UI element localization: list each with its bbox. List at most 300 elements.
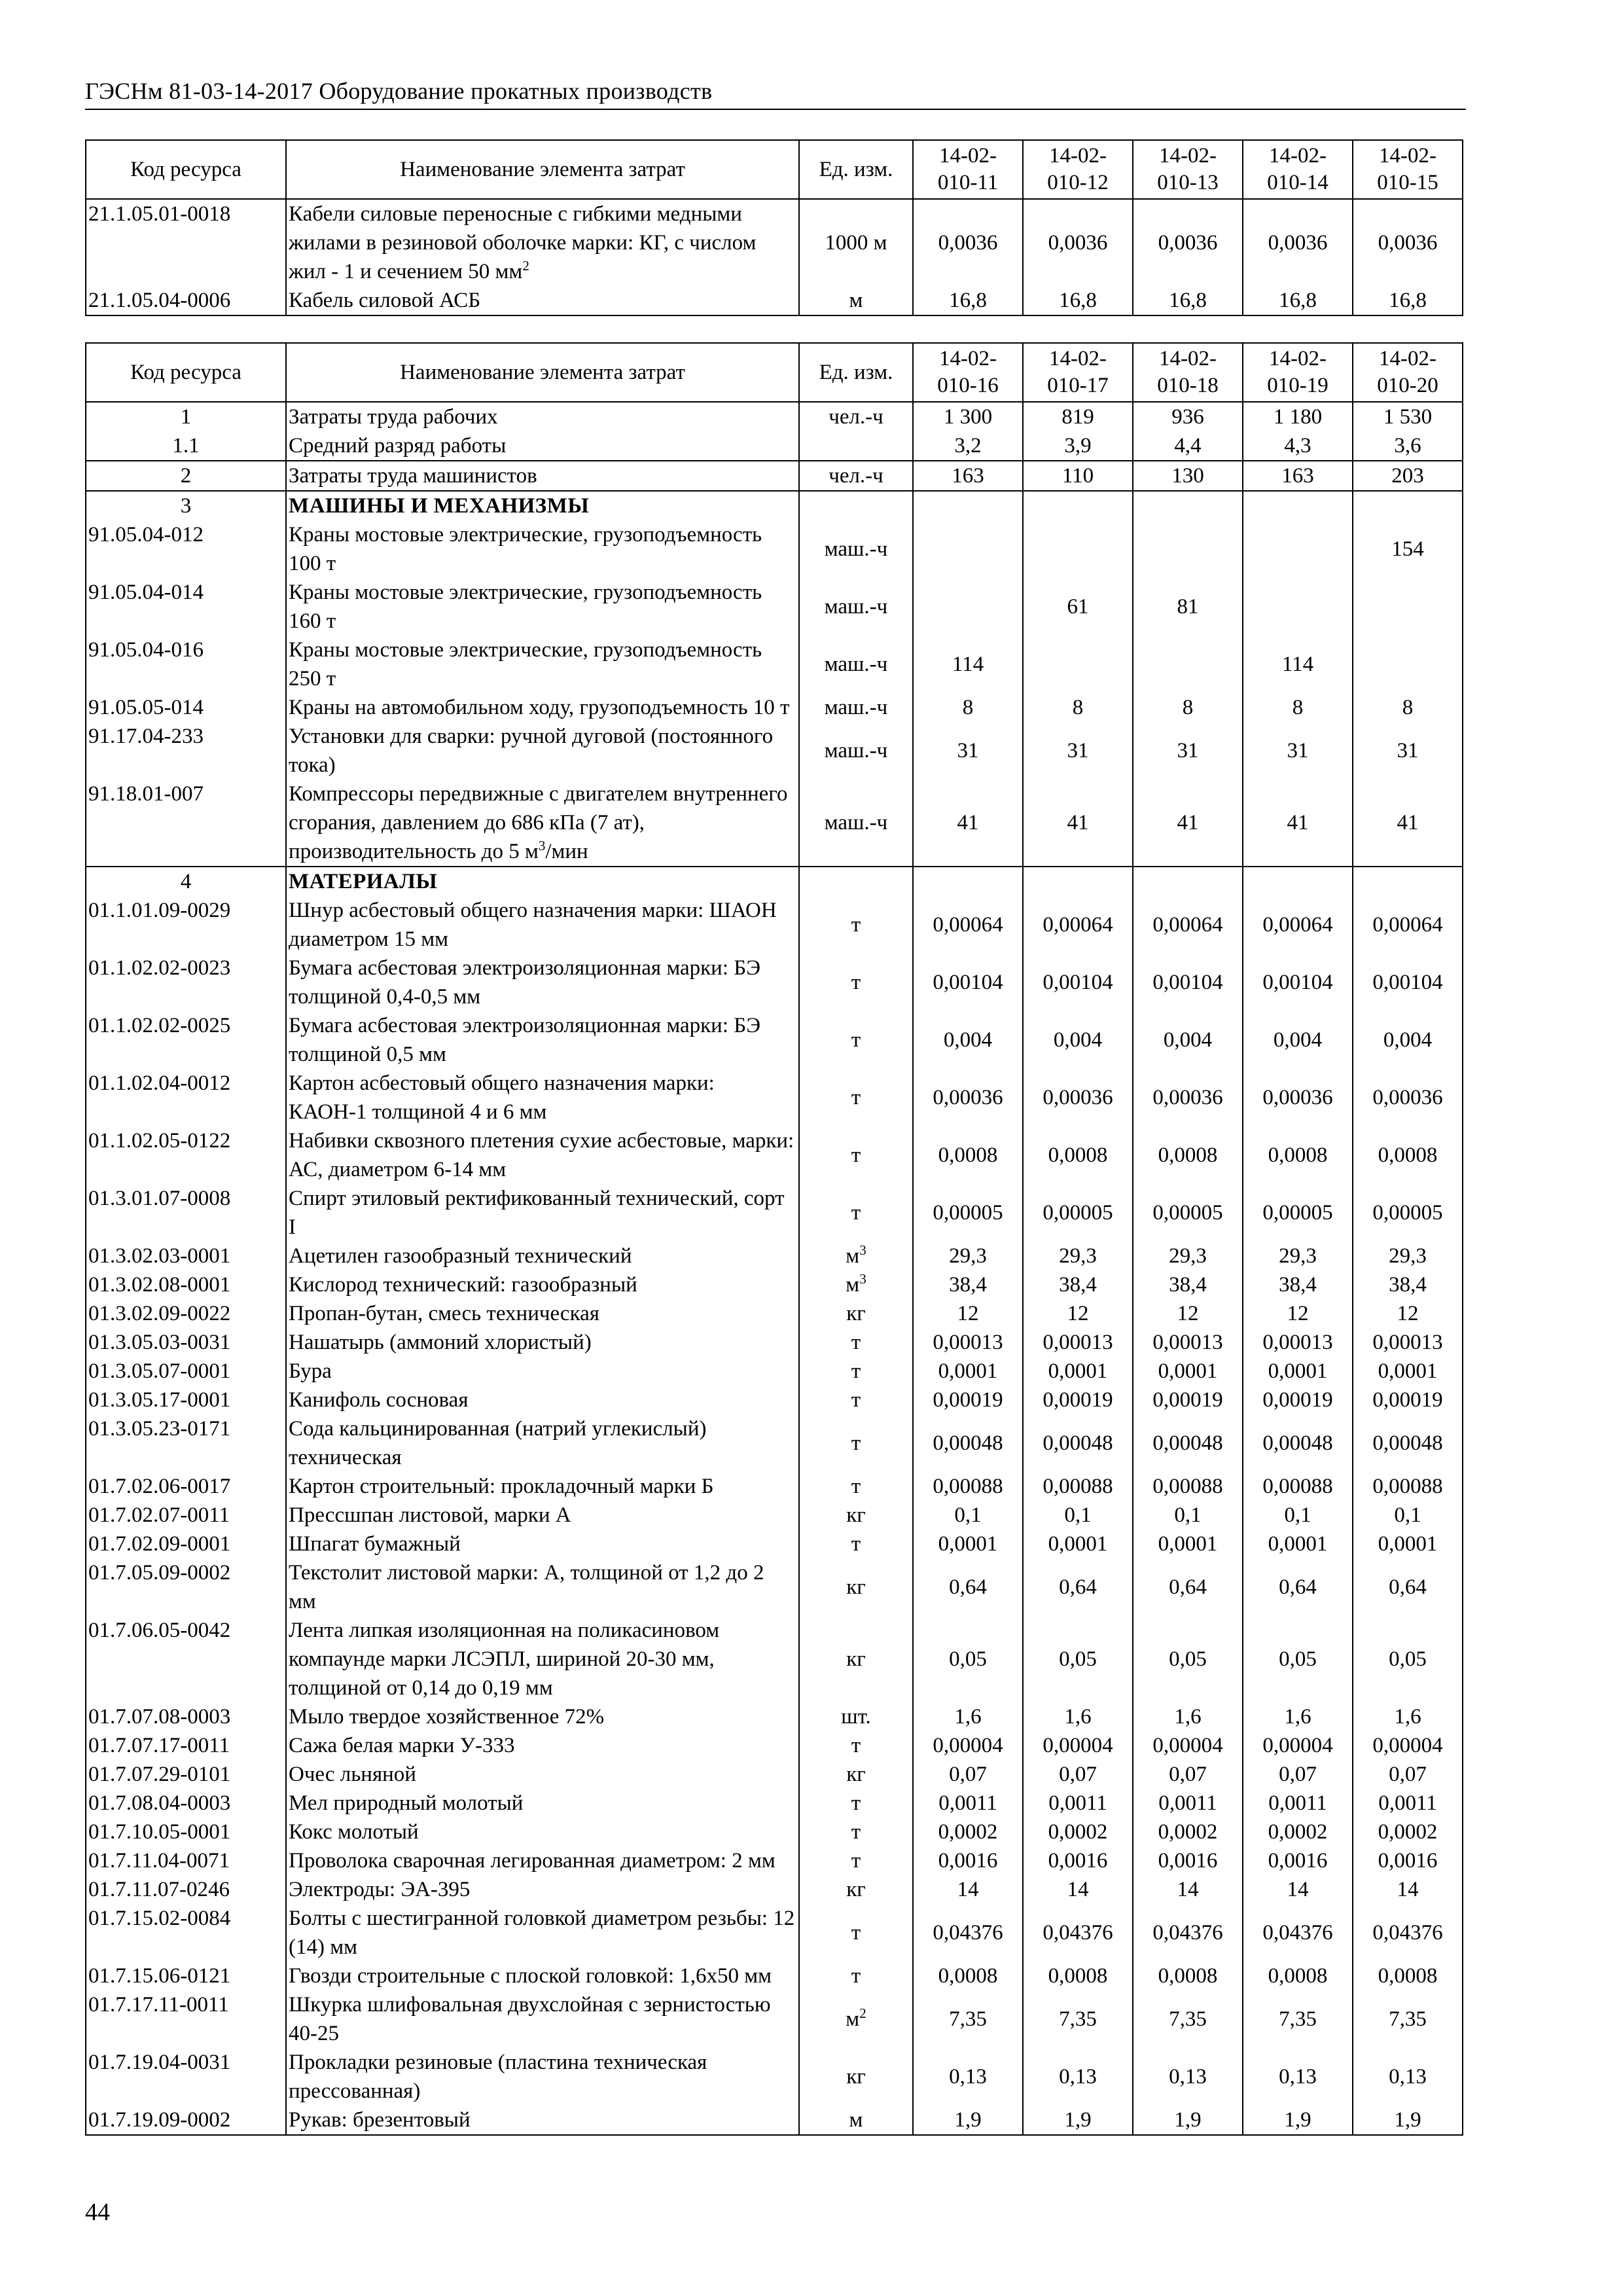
resource-name: Прокладки резиновые (пластина техническая прессованная) [286,2048,799,2106]
norm-value: 0,07 [913,1760,1023,1789]
resource-name: Гвозди строительные с плоской головкой: 1,6х50 мм [286,1962,799,1990]
norm-value: 0,00036 [913,1069,1023,1126]
superscript: 2 [522,258,529,274]
resource-name: Канифоль сосновая [286,1386,799,1414]
resource-code: 1.1 [86,431,286,461]
table-row [86,1530,1463,1558]
norm-value: 0,07 [1243,1760,1353,1789]
resource-name: МАТЕРИАЛЫ [286,867,799,896]
unit: маш.-ч [799,578,913,636]
norm-value: 1 530 [1353,402,1463,431]
norm-value: 0,1 [1243,1501,1353,1530]
resource-code: 01.7.02.07-0011 [86,1501,286,1530]
norm-value: 1,6 [1023,1702,1133,1731]
table-row [86,578,1463,636]
resource-code: 01.7.07.29-0101 [86,1760,286,1789]
resource-code: 01.7.11.04-0071 [86,1846,286,1875]
norm-value: 8 [1243,693,1353,722]
norm-value: 0,64 [1133,1558,1243,1616]
resource-name: Установки для сварки: ручной дуговой (постоянного тока) [286,722,799,780]
norm-value: 0,1 [913,1501,1023,1530]
table-row [86,1558,1463,1616]
norm-value [1243,867,1353,896]
unit: маш.-ч [799,693,913,722]
norm-value: 0,00104 [1133,954,1243,1011]
norm-value: 29,3 [913,1242,1023,1270]
norm-value [1023,636,1133,693]
norm-value: 0,00088 [913,1472,1023,1501]
norm-value: 0,00048 [1353,1414,1463,1472]
norm-value: 0,0001 [1133,1530,1243,1558]
column-header: 14-02- 010-14 [1243,140,1353,199]
resource-code: 91.05.04-016 [86,636,286,693]
norm-value: 0,004 [1023,1011,1133,1069]
unit: т [799,1328,913,1357]
unit: маш.-ч [799,780,913,867]
unit: т [799,1904,913,1962]
norm-value: 0,04376 [1243,1904,1353,1962]
norm-value: 0,13 [1353,2048,1463,2106]
unit: т [799,1386,913,1414]
resource-code: 01.7.19.04-0031 [86,2048,286,2106]
resource-code: 91.18.01-007 [86,780,286,867]
section-row [86,867,1463,896]
resource-code: 91.17.04-233 [86,722,286,780]
unit: т [799,1731,913,1760]
resource-name: Прессшпан листовой, марки А [286,1501,799,1530]
unit: $м^2$ [799,1990,913,2048]
unit: маш.-ч [799,520,913,578]
norm-value: 0,0036 [1023,199,1133,286]
unit: т [799,1818,913,1846]
norm-value: 0,0008 [1353,1962,1463,1990]
norm-value: 0,0001 [1243,1530,1353,1558]
table-row [86,1702,1463,1731]
norm-value: 0,00004 [913,1731,1023,1760]
norm-value: 0,0008 [1133,1962,1243,1990]
column-header: Код ресурса [86,343,286,402]
resource-code: 21.1.05.04-0006 [86,286,286,315]
unit: т [799,1530,913,1558]
unit: $м^3$ [799,1242,913,1270]
unit: кг [799,1501,913,1530]
table-row [86,2048,1463,2106]
norm-value: 0,0008 [1353,1126,1463,1184]
resource-code: 1 [86,402,286,431]
norm-value: 0,13 [1133,2048,1243,2106]
resource-name: Проволока сварочная легированная диаметром: 2 мм [286,1846,799,1875]
resource-code: 01.7.02.09-0001 [86,1530,286,1558]
norm-value [1243,520,1353,578]
resource-code: 91.05.05-014 [86,693,286,722]
unit: м [799,286,913,315]
norm-value [913,867,1023,896]
resource-code: 21.1.05.01-0018 [86,199,286,286]
norm-value: 8 [1023,693,1133,722]
norm-value: 0,0001 [913,1357,1023,1386]
resource-name: Кислород технический: газообразный [286,1270,799,1299]
norm-value: 12 [1353,1299,1463,1328]
table-row [86,1875,1463,1904]
norm-value: 16,8 [1023,286,1133,315]
unit: кг [799,1875,913,1904]
norm-value: 0,0011 [1353,1789,1463,1818]
resource-name: Шпагат бумажный [286,1530,799,1558]
norm-value: 0,0002 [1243,1818,1353,1846]
unit [799,867,913,896]
norm-value: 41 [1023,780,1133,867]
norm-value [1133,867,1243,896]
norm-value: 0,0036 [913,199,1023,286]
norm-value: 0,05 [1133,1616,1243,1702]
norm-value: 0,00005 [1353,1184,1463,1242]
table-row [86,431,1463,461]
norm-value: 0,07 [1023,1760,1133,1789]
norm-value: 41 [913,780,1023,867]
norm-value: 0,13 [1023,2048,1133,2106]
norm-value: 12 [1133,1299,1243,1328]
resource-name: Мыло твердое хозяйственное 72% [286,1702,799,1731]
norm-value: 0,00036 [1353,1069,1463,1126]
norm-value: 0,0036 [1133,199,1243,286]
unit: т [799,954,913,1011]
resource-name: Краны мостовые электрические, грузоподъемность 250 т [286,636,799,693]
norm-value [913,578,1023,636]
resource-name: Кабель силовой АСБ [286,286,799,315]
resource-name: Сода кальцинированная (натрий углекислый) техническая [286,1414,799,1472]
norm-value: 0,0001 [1353,1357,1463,1386]
resource-code: 01.7.07.17-0011 [86,1731,286,1760]
column-header: Наименование элемента затрат [286,343,799,402]
resource-code: 01.1.01.09-0029 [86,896,286,954]
table-row [86,1357,1463,1386]
norm-value: 14 [1243,1875,1353,1904]
table-row [86,1789,1463,1818]
column-header: 14-02- 010-15 [1353,140,1463,199]
resource-code: 01.3.05.17-0001 [86,1386,286,1414]
norm-value: 0,00005 [913,1184,1023,1242]
table-row [86,722,1463,780]
resource-name: Лента липкая изоляционная на поликасиновом компаунде марки ЛСЭПЛ, шириной 20-30 мм, толщиной от 0,14 до 0,19 мм [286,1616,799,1702]
norm-value: 0,00004 [1133,1731,1243,1760]
norm-value: 0,0002 [1133,1818,1243,1846]
resource-name: Рукав: брезентовый [286,2106,799,2135]
unit: кг [799,1760,913,1789]
norm-value: 1 180 [1243,402,1353,431]
unit: чел.-ч [799,461,913,491]
resource-code: 91.05.04-012 [86,520,286,578]
norm-value: 1,9 [913,2106,1023,2135]
norm-value: 0,04376 [1023,1904,1133,1962]
norm-value: 0,00064 [1353,896,1463,954]
resource-code: 01.3.01.07-0008 [86,1184,286,1242]
table-row [86,1184,1463,1242]
norm-value: 4,3 [1243,431,1353,461]
table-row [86,402,1463,431]
norm-value: 0,00013 [1353,1328,1463,1357]
column-header: Ед. изм. [799,343,913,402]
norm-value: 0,00005 [1133,1184,1243,1242]
norm-value: 0,0011 [1023,1789,1133,1818]
norm-value: 0,00019 [1353,1386,1463,1414]
norm-value: 3,6 [1353,431,1463,461]
norm-value: 0,64 [1023,1558,1133,1616]
resource-name: Кокс молотый [286,1818,799,1846]
unit: т [799,896,913,954]
norm-value: 0,0008 [1023,1962,1133,1990]
unit: т [799,1011,913,1069]
norm-value: 0,0016 [1243,1846,1353,1875]
table-row [86,286,1463,315]
norm-value: 0,04376 [1133,1904,1243,1962]
norm-value: 3,2 [913,431,1023,461]
norm-value: 0,00088 [1133,1472,1243,1501]
norm-value: 0,0002 [913,1818,1023,1846]
norm-value: 0,1 [1133,1501,1243,1530]
unit: маш.-ч [799,636,913,693]
resource-name: Затраты труда машинистов [286,461,799,491]
norm-value [1133,520,1243,578]
superscript: 3 [859,1242,866,1258]
norm-value: 0,00064 [913,896,1023,954]
norm-value: 1,6 [1243,1702,1353,1731]
norm-value: 936 [1133,402,1243,431]
table-row [86,1472,1463,1501]
table-row [86,896,1463,954]
norm-value [1023,520,1133,578]
norm-value: 0,00036 [1133,1069,1243,1126]
norm-value [1353,491,1463,520]
resource-code: 01.7.07.08-0003 [86,1702,286,1731]
norm-value: 38,4 [1133,1270,1243,1299]
norm-value: 38,4 [913,1270,1023,1299]
norm-value: 0,00005 [1023,1184,1133,1242]
norm-value: 0,0001 [1353,1530,1463,1558]
norm-value: 0,00013 [1243,1328,1353,1357]
norm-value: 0,0008 [1243,1962,1353,1990]
norm-value: 14 [1353,1875,1463,1904]
norm-value: 0,00036 [1023,1069,1133,1126]
norm-value: 29,3 [1133,1242,1243,1270]
resource-name: Электроды: ЭА-395 [286,1875,799,1904]
norm-value: 0,0008 [1133,1126,1243,1184]
norm-value: 0,0036 [1353,199,1463,286]
norm-value: 0,64 [1243,1558,1353,1616]
column-header: 14-02- 010-11 [913,140,1023,199]
table-row [86,1731,1463,1760]
norm-value: 0,0016 [913,1846,1023,1875]
resource-name: Компрессоры передвижные с двигателем внутреннего сгорания, давлением до 686 кПа (7 ат), производительность до 5 $м^3$/мин [286,780,799,867]
norm-value: 29,3 [1243,1242,1353,1270]
norm-value [1243,578,1353,636]
header-rule [85,109,1466,110]
norm-value: 1,9 [1243,2106,1353,2135]
norm-value: 0,64 [1353,1558,1463,1616]
resource-code: 01.7.19.09-0002 [86,2106,286,2135]
resource-code: 01.3.05.07-0001 [86,1357,286,1386]
unit [799,431,913,461]
norm-value: 0,004 [1133,1011,1243,1069]
norm-value: 0,07 [1133,1760,1243,1789]
norm-value: 14 [1023,1875,1133,1904]
table-row [86,954,1463,1011]
superscript: 2 [859,2005,866,2021]
norm-value: 1 300 [913,402,1023,431]
resource-code: 01.7.11.07-0246 [86,1875,286,1904]
norm-value: 0,00036 [1243,1069,1353,1126]
norm-value: 0,00005 [1243,1184,1353,1242]
table-row [86,1846,1463,1875]
norm-value: 0,07 [1353,1760,1463,1789]
table-row [86,1299,1463,1328]
norm-value: 0,0016 [1133,1846,1243,1875]
norm-value: 0,0036 [1243,199,1353,286]
norm-value: 0,00048 [1133,1414,1243,1472]
norm-value: 0,00048 [1023,1414,1133,1472]
unit: кг [799,1616,913,1702]
norm-value: 41 [1243,780,1353,867]
unit: т [799,1414,913,1472]
norm-value: 31 [1133,722,1243,780]
table-row [86,461,1463,491]
norm-value: 8 [913,693,1023,722]
norm-value: 0,00064 [1023,896,1133,954]
unit: кг [799,1299,913,1328]
resource-name: Шнур асбестовый общего назначения марки: ШАОН диаметром 15 мм [286,896,799,954]
resource-name: Бура [286,1357,799,1386]
norm-value: 0,0002 [1023,1818,1133,1846]
resource-name: Набивки сквозного плетения сухие асбестовые, марки: АС, диаметром 6-14 мм [286,1126,799,1184]
column-header: Код ресурса [86,140,286,199]
norm-value: 7,35 [1023,1990,1133,2048]
norm-value: 31 [1023,722,1133,780]
norm-value: 16,8 [1133,286,1243,315]
resource-name: Болты с шестигранной головкой диаметром резьбы: 12 (14) мм [286,1904,799,1962]
resource-code: 01.7.05.09-0002 [86,1558,286,1616]
norm-value: 0,00048 [1243,1414,1353,1472]
unit: маш.-ч [799,722,913,780]
norm-value: 7,35 [913,1990,1023,2048]
norm-value: 819 [1023,402,1133,431]
resource-name: Спирт этиловый ректификованный технический, сорт I [286,1184,799,1242]
unit [799,491,913,520]
norm-value: 0,0001 [1023,1357,1133,1386]
norm-value: 0,004 [913,1011,1023,1069]
column-header: Наименование элемента затрат [286,140,799,199]
resource-code: 01.7.15.06-0121 [86,1962,286,1990]
norm-value: 31 [1353,722,1463,780]
norm-value: 0,00019 [1243,1386,1353,1414]
norm-value: 1,6 [1353,1702,1463,1731]
resource-code: 01.7.17.11-0011 [86,1990,286,2048]
norm-value: 110 [1023,461,1133,491]
superscript: 3 [859,1271,866,1287]
norm-value: 0,0001 [913,1530,1023,1558]
norm-value: 0,0008 [1023,1126,1133,1184]
norm-value: 0,00064 [1133,896,1243,954]
resource-code: 01.1.02.02-0025 [86,1011,286,1069]
norm-value: 4,4 [1133,431,1243,461]
unit: 1000 м [799,199,913,286]
unit: кг [799,1558,913,1616]
resource-name: Краны мостовые электрические, грузоподъемность 160 т [286,578,799,636]
table-row [86,520,1463,578]
norm-value: 0,04376 [913,1904,1023,1962]
resource-name: Пропан-бутан, смесь техническая [286,1299,799,1328]
norm-value: 0,1 [1353,1501,1463,1530]
norm-value: 0,05 [913,1616,1023,1702]
superscript: 3 [538,838,546,853]
column-header: 14-02- 010-19 [1243,343,1353,402]
norm-value: 8 [1133,693,1243,722]
norm-value: 3,9 [1023,431,1133,461]
resource-name: Кабели силовые переносные с гибкими медными жилами в резиновой оболочке марки: КГ, с числом жил - 1 и сечением 50 $мм^2$ [286,199,799,286]
unit: т [799,1069,913,1126]
norm-value: 0,0011 [1243,1789,1353,1818]
norm-value: 0,00104 [1243,954,1353,1011]
resource-table-1 [85,139,1463,316]
resource-code: 01.1.02.04-0012 [86,1069,286,1126]
norm-value: 0,0016 [1353,1846,1463,1875]
table-row [86,2106,1463,2135]
norm-value: 0,00104 [1023,954,1133,1011]
norm-value: 29,3 [1023,1242,1133,1270]
unit: $м^3$ [799,1270,913,1299]
resource-name: Средний разряд работы [286,431,799,461]
norm-value: 12 [1023,1299,1133,1328]
norm-value: 12 [913,1299,1023,1328]
norm-value [913,520,1023,578]
column-header: 14-02- 010-17 [1023,343,1133,402]
norm-value: 0,04376 [1353,1904,1463,1962]
norm-value: 0,00104 [913,954,1023,1011]
norm-value: 0,00004 [1243,1731,1353,1760]
norm-value: 0,00019 [1023,1386,1133,1414]
norm-value: 0,0008 [913,1962,1023,1990]
table-row [86,780,1463,867]
norm-value: 0,004 [1353,1011,1463,1069]
norm-value: 16,8 [913,286,1023,315]
norm-value [1243,491,1353,520]
norm-value [1353,578,1463,636]
running-header: ГЭСНм 81-03-14-2017 Оборудование прокатных производств [85,78,713,104]
resource-code: 3 [86,491,286,520]
table-row [86,1962,1463,1990]
norm-value: 12 [1243,1299,1353,1328]
table-row [86,1760,1463,1789]
norm-value: 41 [1353,780,1463,867]
resource-name: МАШИНЫ И МЕХАНИЗМЫ [286,491,799,520]
resource-name: Сажа белая марки У-333 [286,1731,799,1760]
norm-value: 1,9 [1353,2106,1463,2135]
resource-code: 01.7.15.02-0084 [86,1904,286,1962]
norm-value: 0,13 [913,2048,1023,2106]
table-header-row [86,343,1463,402]
resource-code: 91.05.04-014 [86,578,286,636]
norm-value [1133,491,1243,520]
table-row [86,1242,1463,1270]
resource-name: Нашатырь (аммоний хлористый) [286,1328,799,1357]
table-row [86,1414,1463,1472]
resource-code: 01.1.02.02-0023 [86,954,286,1011]
table-row [86,1126,1463,1184]
table-row [86,1616,1463,1702]
norm-value: 0,00019 [913,1386,1023,1414]
resource-code: 01.3.02.08-0001 [86,1270,286,1299]
norm-value [1133,636,1243,693]
norm-value: 0,00048 [913,1414,1023,1472]
table-row [86,1011,1463,1069]
